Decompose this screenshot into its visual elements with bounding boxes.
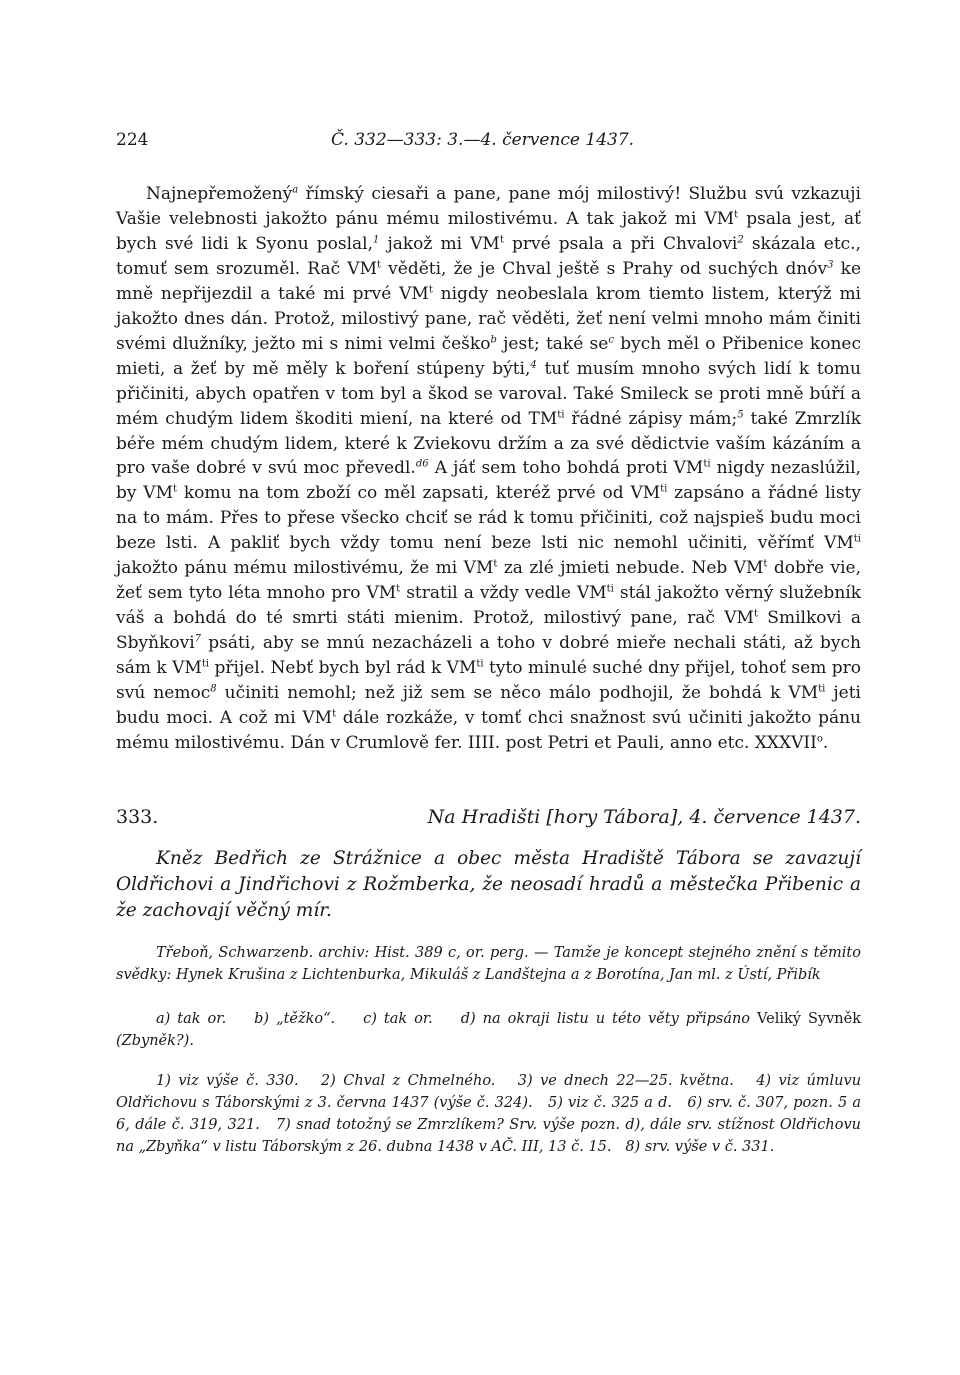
page-header <box>116 130 861 160</box>
running-head: Č. 332—333: 3.—4. července 1437. <box>331 130 635 150</box>
footnote: 6) srv. č. 307, pozn. 5 a 6, dále č. 319, 321. <box>116 1095 861 1134</box>
textual-variants: a) tak or. b) „těžko“. c) tak or. d) na okraji listu u této věty připsáno Veliký Syvněk (Zbyněk?). <box>116 1011 861 1050</box>
letter-text: Najnepřemožený$^a$ římský ciesaři a pane, pane mój milostivý! Službu svú vzkazuji Vašie velebnosti jakožto pánu mému milostivému. A tak jakož mi $VM^t$ psala jest, ať bych své lidi k Syonu poslal,$^1$ jakož mi $VM^t$ prvé psala a při Chvalovi$^2$ skázala etc., tomuť sem srozuměl. Rač $VM^t$ věděti, že je Chval ještě s Prahy od suchých dnóv$^3$ ke mně nepřijezdil a také mi prvé $VM^t$ nigdy neobeslala krom tiemto listem, kterýž mi jakožto dnes dán. Protož, milostivý pane, rač věděti, žeť není velmi mnoho mám činiti svémi dlužníky, ježto mi s nimi velmi češko$^b$ jest; také se$^c$ bych měl o Přibenice konec mieti, a žeť by mě měly k boření stúpeny býti,$^4$ tuť musím mnoho svých lidí k tomu přičiniti, abych opatřen v tom byl a škod se varoval. Také Smileck se proti mně búří a mém chudým lidem škoditi mienı́, na které od $TM^{ti}$ řádné zápisy mám;$^5$ také Zmrzlík béře mém chudým lidem, které k Zviekovu držím a za své dědictvie vaším kázáním a pro vaše dobré v svú moc převedl.$^{d6}$ A jáť sem toho bohdá proti $VM^{ti}$ nigdy nezaslúžil, by $VM^t$ komu na tom zboží co měl zapsati, kteréž prvé od $VM^{ti}$ zapsáno a řádné listy na to mám. Přes to přese všecko chciť se rád k tomu přičiniti, což najspieš budu moci beze lsti. A pakliť bych vždy tomu není beze lsti nic nemohl učiniti, věřímť $VM^{ti}$ jakožto pánu mému milostivému, že mi $VM^t$ za zlé jmieti nebude. Neb $VM^t$ dobře vie, žeť sem tyto léta mnoho pro $VM^t$ stratil a vždy vedle $VM^{ti}$ stál jakožto věrný služebník váš a bohdá do té smrti státi mienim. Protož, milostivý pane, rač $VM^t$ Smilkovi a Sbyňkovi$^7$ psáti, aby se mnú nezacházeli a toho v dobré mieře nechali státi, až bych sám k $VM^{ti}$ přijel. Nebť bych byl rád k $VM^{ti}$ tyto minulé suché dny přijel, tohoť sem pro svú nemoc$^8$ učiniti nemohl; než již sem se něco málo podhojil, že bohdá k $VM^{ti}$ jeti budu moci. A což mi $VM^t$ dále rozkáže, v tomť chci snažnost svú učiniti jakožto pánu mému milostivému. Dán v Crumlově fer. IIII. post Petri et Pauli, anno etc. XXXVII$^o$. <box>116 184 862 753</box>
footnote: 4) viz úmluvu Oldřichovu s Táborskými z 3. června 1437 (výše č. 324). <box>116 1073 862 1112</box>
footnotes <box>116 1070 861 1158</box>
document-source: Třeboň, Schwarzenb. archiv: Hist. 389 c, or. perg. — Tamže je koncept stejného znění s těmito svědky: Hynek Krušina z Lichtenburka, Mikuláš z Landštejna a z Borotína, Jan ml. z Ústí, Přibík <box>116 945 861 984</box>
footnote: 7) snad totožný se Zmrzlíkem? Srv. výše pozn. d), dále srv. stížnost Oldřichovu na „Zbyňka“ v listu Táborským z 26. dubna 1438 v AČ. III, 13 č. 15. <box>116 1117 862 1156</box>
document-place-date: Na Hradišti [hory Tábora], 4. července 1437. <box>427 805 861 828</box>
document-heading <box>116 806 861 836</box>
document-page <box>116 130 861 1173</box>
page-number: 224 <box>116 130 149 150</box>
footnote: 5) viz č. 325 a d. <box>548 1095 672 1112</box>
footnote: 3) ve dnech 22—25. května. <box>517 1073 734 1090</box>
footnote: 2) Chval z Chmelného. <box>320 1073 496 1090</box>
footnote: 1) viz výše č. 330. <box>156 1073 299 1090</box>
document-number: 333. <box>116 805 159 828</box>
document-regest: Kněz Bedřich ze Strážnice a obec města Hradiště Tábora se zavazují Oldřichovi a Jindřichovi z Rožmberka, že neosadí hradů a městečka Přibenic a že zachovají věčný mír. <box>116 847 861 921</box>
footnote: 8) srv. výše v č. 331. <box>625 1139 775 1156</box>
